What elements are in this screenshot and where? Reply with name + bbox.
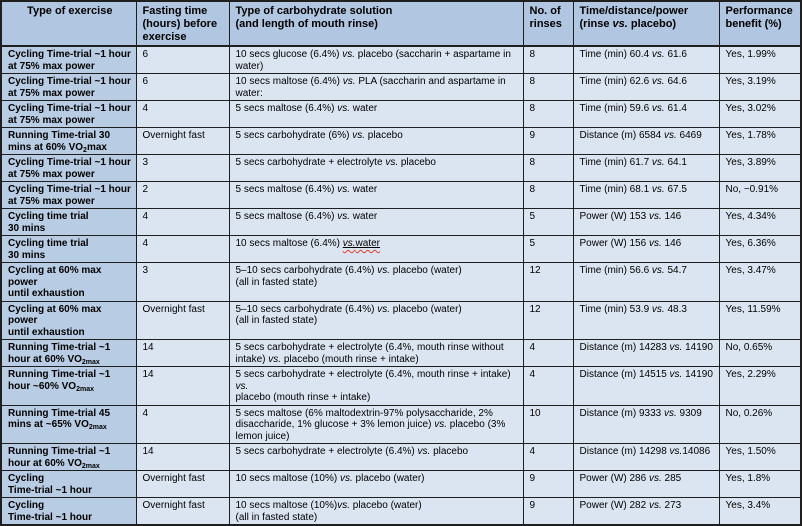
cell-benefit: No, 0.65% (719, 340, 801, 367)
cell-solution: 5 secs carbohydrate + electrolyte vs. placebo (229, 155, 523, 182)
cell-rinses: 4 (523, 367, 573, 406)
table-row (1, 74, 801, 101)
cell-fasting-time: 4 (136, 236, 229, 263)
cell-exercise: Cycling Time-trial ~1 hour at 75% max power (1, 74, 136, 101)
cell-solution: 5 secs carbohydrate (6%) vs. placebo (229, 128, 523, 155)
cell-benefit: No, 0.26% (719, 405, 801, 444)
cell-exercise: Cycling Time-trial ~1 hour at 75% max power (1, 155, 136, 182)
table-row (1, 301, 801, 340)
cell-exercise: Cycling time trial 30 mins (1, 209, 136, 236)
cell-solution: 5–10 secs carbohydrate (6.4%) vs. placebo (water) (all in fasted state) (229, 263, 523, 302)
cell-rinses: 5 (523, 209, 573, 236)
column-header-benefit: Performance benefit (%) (719, 1, 801, 46)
cell-benefit: Yes, 2.29% (719, 367, 801, 406)
table-row (1, 101, 801, 128)
cell-benefit: No, −0.91% (719, 182, 801, 209)
table-row (1, 471, 801, 498)
cell-benefit: Yes, 3.19% (719, 74, 801, 101)
cell-outcome: Power (W) 282 vs. 273 (573, 498, 719, 526)
cell-exercise: Running Time-trial ~1 hour at 60% $VO_{2max}$ (1, 444, 136, 471)
cell-rinses: 9 (523, 128, 573, 155)
cell-fasting-time: Overnight fast (136, 301, 229, 340)
table-row (1, 340, 801, 367)
cell-fasting-time: Overnight fast (136, 471, 229, 498)
cell-fasting-time: 14 (136, 340, 229, 367)
cell-exercise: Cycling Time-trial ~1 hour at 75% max power (1, 182, 136, 209)
cell-outcome: Time (min) 60.4 vs. 61.6 (573, 46, 719, 74)
cell-benefit: Yes, 1.8% (719, 471, 801, 498)
cell-rinses: 4 (523, 340, 573, 367)
table-row (1, 263, 801, 302)
cell-rinses: 4 (523, 444, 573, 471)
cell-exercise: Cycling Time-trial ~1 hour at 75% max power (1, 101, 136, 128)
cell-fasting-time: 4 (136, 209, 229, 236)
cell-exercise: Running Time-trial 45 mins at ~65% $VO_{2max}$ (1, 405, 136, 444)
table-row (1, 498, 801, 526)
cell-benefit: Yes, 3.4% (719, 498, 801, 526)
cell-benefit: Yes, 1.78% (719, 128, 801, 155)
cell-fasting-time: 14 (136, 367, 229, 406)
cell-exercise: Running Time-trial 30 mins at 60% $VO_2\max$ (1, 128, 136, 155)
cell-solution: 5 secs maltose (6.4%) vs. water (229, 209, 523, 236)
cell-rinses: 12 (523, 301, 573, 340)
cell-rinses: 8 (523, 101, 573, 128)
cell-rinses: 10 (523, 405, 573, 444)
cell-benefit: Yes, 1.50% (719, 444, 801, 471)
cell-outcome: Time (min) 53.9 vs. 48.3 (573, 301, 719, 340)
table-row (1, 155, 801, 182)
cell-outcome: Time (min) 62.6 vs. 64.6 (573, 74, 719, 101)
cell-benefit: Yes, 11.59% (719, 301, 801, 340)
cell-outcome: Distance (m) 14283 vs. 14190 (573, 340, 719, 367)
cell-outcome: Time (min) 56.6 vs. 54.7 (573, 263, 719, 302)
cell-exercise: Running Time-trial ~1 hour at 60% $VO_{2max}$ (1, 340, 136, 367)
cell-fasting-time: 4 (136, 101, 229, 128)
cell-rinses: 9 (523, 471, 573, 498)
cell-fasting-time: Overnight fast (136, 128, 229, 155)
cell-exercise: Running Time-trial ~1 hour ~60% $VO_{2max}$ (1, 367, 136, 406)
cell-benefit: Yes, 3.89% (719, 155, 801, 182)
cell-fasting-time: 6 (136, 46, 229, 74)
cell-benefit: Yes, 1.99% (719, 46, 801, 74)
cell-benefit: Yes, 6.36% (719, 236, 801, 263)
cell-rinses: 8 (523, 74, 573, 101)
cell-benefit: Yes, 4.34% (719, 209, 801, 236)
table-row (1, 209, 801, 236)
cell-solution: 5 secs maltose (6.4%) vs. water (229, 101, 523, 128)
cell-outcome: Time (min) 68.1 vs. 67.5 (573, 182, 719, 209)
table-body (1, 46, 801, 525)
cell-solution: 5 secs maltose (6.4%) vs. water (229, 182, 523, 209)
cell-rinses: 8 (523, 182, 573, 209)
cell-exercise: Cycling at 60% max power until exhaustion (1, 301, 136, 340)
table-row (1, 444, 801, 471)
cell-solution: 10 secs glucose (6.4%) vs. placebo (saccharin + aspartame in water) (229, 46, 523, 74)
table-row (1, 236, 801, 263)
cell-exercise: Cycling at 60% max power until exhaustion (1, 263, 136, 302)
cell-exercise: Cycling Time-trial ~1 hour (1, 498, 136, 526)
column-header-solution: Type of carbohydrate solution (and length of mouth rinse) (229, 1, 523, 46)
cell-fasting-time: 2 (136, 182, 229, 209)
cell-rinses: 12 (523, 263, 573, 302)
cell-outcome: Distance (m) 14515 vs. 14190 (573, 367, 719, 406)
cell-rinses: 8 (523, 155, 573, 182)
cell-benefit: Yes, 3.02% (719, 101, 801, 128)
cell-fasting-time: 4 (136, 405, 229, 444)
cell-solution: 5–10 secs carbohydrate (6.4%) vs. placebo (water) (all in fasted state) (229, 301, 523, 340)
cell-exercise: Cycling Time-trial ~1 hour (1, 471, 136, 498)
cell-outcome: Power (W) 153 vs. 146 (573, 209, 719, 236)
cell-outcome: Distance (m) 9333 vs. 9309 (573, 405, 719, 444)
cell-rinses: 9 (523, 498, 573, 526)
cell-solution: 10 secs maltose (6.4%) vs.water (229, 236, 523, 263)
cell-solution: 5 secs maltose (6% maltodextrin-97% polysaccharide, 2% disaccharide, 1% glucose + 3% lemon juice) vs. placebo (3% lemon juice) (229, 405, 523, 444)
cell-rinses: 8 (523, 46, 573, 74)
cell-solution: 5 secs carbohydrate + electrolyte (6.4%, mouth rinse + intake) vs. placebo (mouth rinse + intake) (229, 367, 523, 406)
column-header-exercise: Type of exercise (1, 1, 136, 46)
cell-exercise: Cycling time trial 30 mins (1, 236, 136, 263)
cell-outcome: Time (min) 59.6 vs. 61.4 (573, 101, 719, 128)
column-header-fasting-time: Fasting time (hours) before exercise (136, 1, 229, 46)
header-row (1, 1, 801, 46)
cell-benefit: Yes, 3.47% (719, 263, 801, 302)
table-row (1, 128, 801, 155)
table-row (1, 182, 801, 209)
cell-outcome: Distance (m) 6584 vs. 6469 (573, 128, 719, 155)
cell-fasting-time: 3 (136, 263, 229, 302)
cell-solution: 5 secs carbohydrate + electrolyte (6.4%, mouth rinse without intake) vs. placebo (mouth rinse + intake) (229, 340, 523, 367)
table-row (1, 405, 801, 444)
cell-solution: 10 secs maltose (6.4%) vs. PLA (saccharin and aspartame in water: (229, 74, 523, 101)
table-header (1, 1, 801, 46)
table-row (1, 367, 801, 406)
cell-exercise: Cycling Time-trial ~1 hour at 75% max power (1, 46, 136, 74)
cell-outcome: Power (W) 156 vs. 146 (573, 236, 719, 263)
cell-fasting-time: Overnight fast (136, 498, 229, 526)
cell-solution: 10 secs maltose (10%) vs. placebo (water) (229, 471, 523, 498)
cell-fasting-time: 6 (136, 74, 229, 101)
column-header-rinses: No. of rinses (523, 1, 573, 46)
cell-solution: 5 secs carbohydrate + electrolyte (6.4%) vs. placebo (229, 444, 523, 471)
cell-outcome: Power (W) 286 vs. 285 (573, 471, 719, 498)
column-header-outcome: Time/distance/power (rinse vs. placebo) (573, 1, 719, 46)
cell-fasting-time: 14 (136, 444, 229, 471)
cell-rinses: 5 (523, 236, 573, 263)
cell-outcome: Distance (m) 14298 vs.14086 (573, 444, 719, 471)
cell-fasting-time: 3 (136, 155, 229, 182)
cell-solution: 10 secs maltose (10%)vs. placebo (water) (all in fasted state) (229, 498, 523, 526)
table-row (1, 46, 801, 74)
cell-outcome: Time (min) 61.7 vs. 64.1 (573, 155, 719, 182)
